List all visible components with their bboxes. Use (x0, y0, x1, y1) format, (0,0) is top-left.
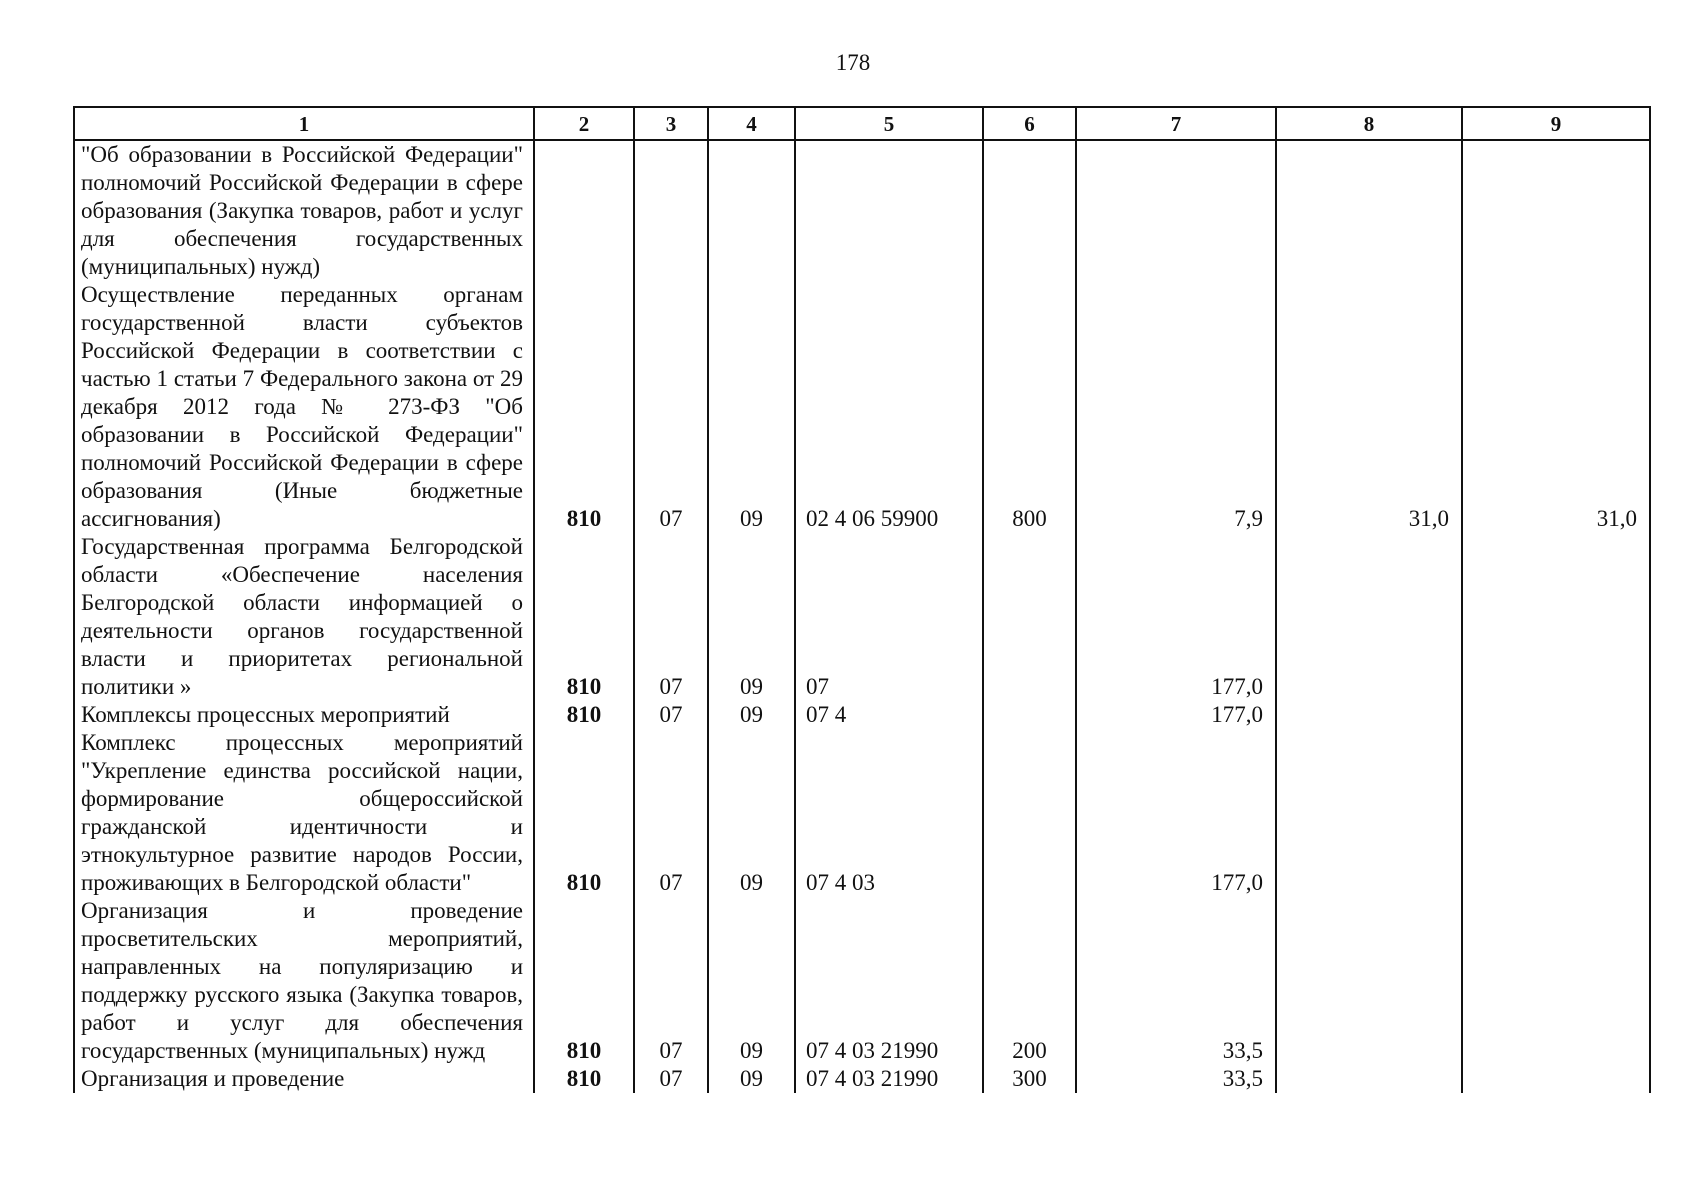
table-row (74, 281, 1650, 533)
table-header (74, 107, 1650, 140)
row-subsection: 09 (708, 897, 795, 1065)
row-amount-col7: 177,0 (1076, 729, 1276, 897)
row-target-article: 07 4 03 21990 (795, 897, 983, 1065)
row-amount-col8 (1276, 729, 1462, 897)
row-section: 07 (634, 281, 708, 533)
row-target-article: 07 4 03 21990 (795, 1065, 983, 1093)
row-admin-code: 810 (534, 897, 634, 1065)
row-amount-col8 (1276, 701, 1462, 729)
table-body (74, 140, 1650, 1093)
header-col-9: 9 (1462, 107, 1650, 140)
table-row (74, 140, 1650, 281)
row-amount-col8 (1276, 140, 1462, 281)
table-row (74, 729, 1650, 897)
row-expense-type: 200 (983, 897, 1076, 1065)
row-name: Организация и проведение просветительских мероприятий, направленных на популяризацию и поддержку русского языка (Закупка товаров, работ и услуг для обеспечения государственных (муниципальных) нужд (74, 897, 534, 1065)
header-col-4: 4 (708, 107, 795, 140)
row-amount-col7: 33,5 (1076, 1065, 1276, 1093)
table-row (74, 533, 1650, 701)
row-expense-type (983, 533, 1076, 701)
header-col-1: 1 (74, 107, 534, 140)
row-expense-type (983, 729, 1076, 897)
row-amount-col7: 33,5 (1076, 897, 1276, 1065)
row-name: Комплекс процессных мероприятий "Укрепление единства российской нации, формирование общероссийской гражданской идентичности и этнокультурное развитие народов России, проживающих в Белгородской области" (74, 729, 534, 897)
row-amount-col7 (1076, 140, 1276, 281)
row-admin-code (534, 140, 634, 281)
row-amount-col9: 31,0 (1462, 281, 1650, 533)
row-admin-code: 810 (534, 281, 634, 533)
row-amount-col9 (1462, 533, 1650, 701)
page-number: 178 (835, 50, 871, 75)
row-target-article: 07 4 (795, 701, 983, 729)
row-expense-type: 800 (983, 281, 1076, 533)
header-col-2: 2 (534, 107, 634, 140)
row-amount-col9 (1462, 140, 1650, 281)
row-section: 07 (634, 897, 708, 1065)
row-name: Организация и проведение (74, 1065, 534, 1093)
row-name: Комплексы процессных мероприятий (74, 701, 534, 729)
row-section: 07 (634, 533, 708, 701)
row-amount-col8 (1276, 1065, 1462, 1093)
row-amount-col9 (1462, 729, 1650, 897)
row-subsection (708, 140, 795, 281)
row-amount-col9 (1462, 897, 1650, 1065)
header-col-7: 7 (1076, 107, 1276, 140)
row-amount-col8 (1276, 897, 1462, 1065)
row-target-article: 07 (795, 533, 983, 701)
row-subsection: 09 (708, 281, 795, 533)
header-col-6: 6 (983, 107, 1076, 140)
row-amount-col8: 31,0 (1276, 281, 1462, 533)
row-section: 07 (634, 1065, 708, 1093)
row-expense-type: 300 (983, 1065, 1076, 1093)
header-row (74, 107, 1650, 140)
row-admin-code: 810 (534, 701, 634, 729)
row-target-article: 07 4 03 (795, 729, 983, 897)
row-admin-code: 810 (534, 729, 634, 897)
row-name: Государственная программа Белгородской области «Обеспечение населения Белгородской области информацией о деятельности органов государственной власти и приоритетах региональной политики » (74, 533, 534, 701)
row-expense-type (983, 140, 1076, 281)
row-amount-col8 (1276, 533, 1462, 701)
row-amount-col7: 177,0 (1076, 533, 1276, 701)
row-section (634, 140, 708, 281)
row-target-article (795, 140, 983, 281)
header-col-5: 5 (795, 107, 983, 140)
row-amount-col9 (1462, 701, 1650, 729)
row-subsection: 09 (708, 729, 795, 897)
row-subsection: 09 (708, 1065, 795, 1093)
row-admin-code: 810 (534, 533, 634, 701)
header-col-8: 8 (1276, 107, 1462, 140)
row-amount-col7: 177,0 (1076, 701, 1276, 729)
row-section: 07 (634, 729, 708, 897)
table-row (74, 1065, 1650, 1093)
row-amount-col9 (1462, 1065, 1650, 1093)
table-row (74, 897, 1650, 1065)
row-name: "Об образовании в Российской Федерации" полномочий Российской Федерации в сфере образования (Закупка товаров, работ и услуг для обеспечения государственных (муниципальных) нужд) (74, 140, 534, 281)
budget-table (73, 106, 1651, 1093)
row-amount-col7: 7,9 (1076, 281, 1276, 533)
row-target-article: 02 4 06 59900 (795, 281, 983, 533)
row-expense-type (983, 701, 1076, 729)
row-subsection: 09 (708, 533, 795, 701)
row-admin-code: 810 (534, 1065, 634, 1093)
row-subsection: 09 (708, 701, 795, 729)
header-col-3: 3 (634, 107, 708, 140)
table-row (74, 701, 1650, 729)
row-section: 07 (634, 701, 708, 729)
row-name: Осуществление переданных органам государственной власти субъектов Российской Федерации в соответствии с частью 1 статьи 7 Федерального закона от 29 декабря 2012 года № 273-ФЗ "Об образовании в Российской Федерации" полномочий Российской Федерации в сфере образования (Иные бюджетные ассигнования) (74, 281, 534, 533)
